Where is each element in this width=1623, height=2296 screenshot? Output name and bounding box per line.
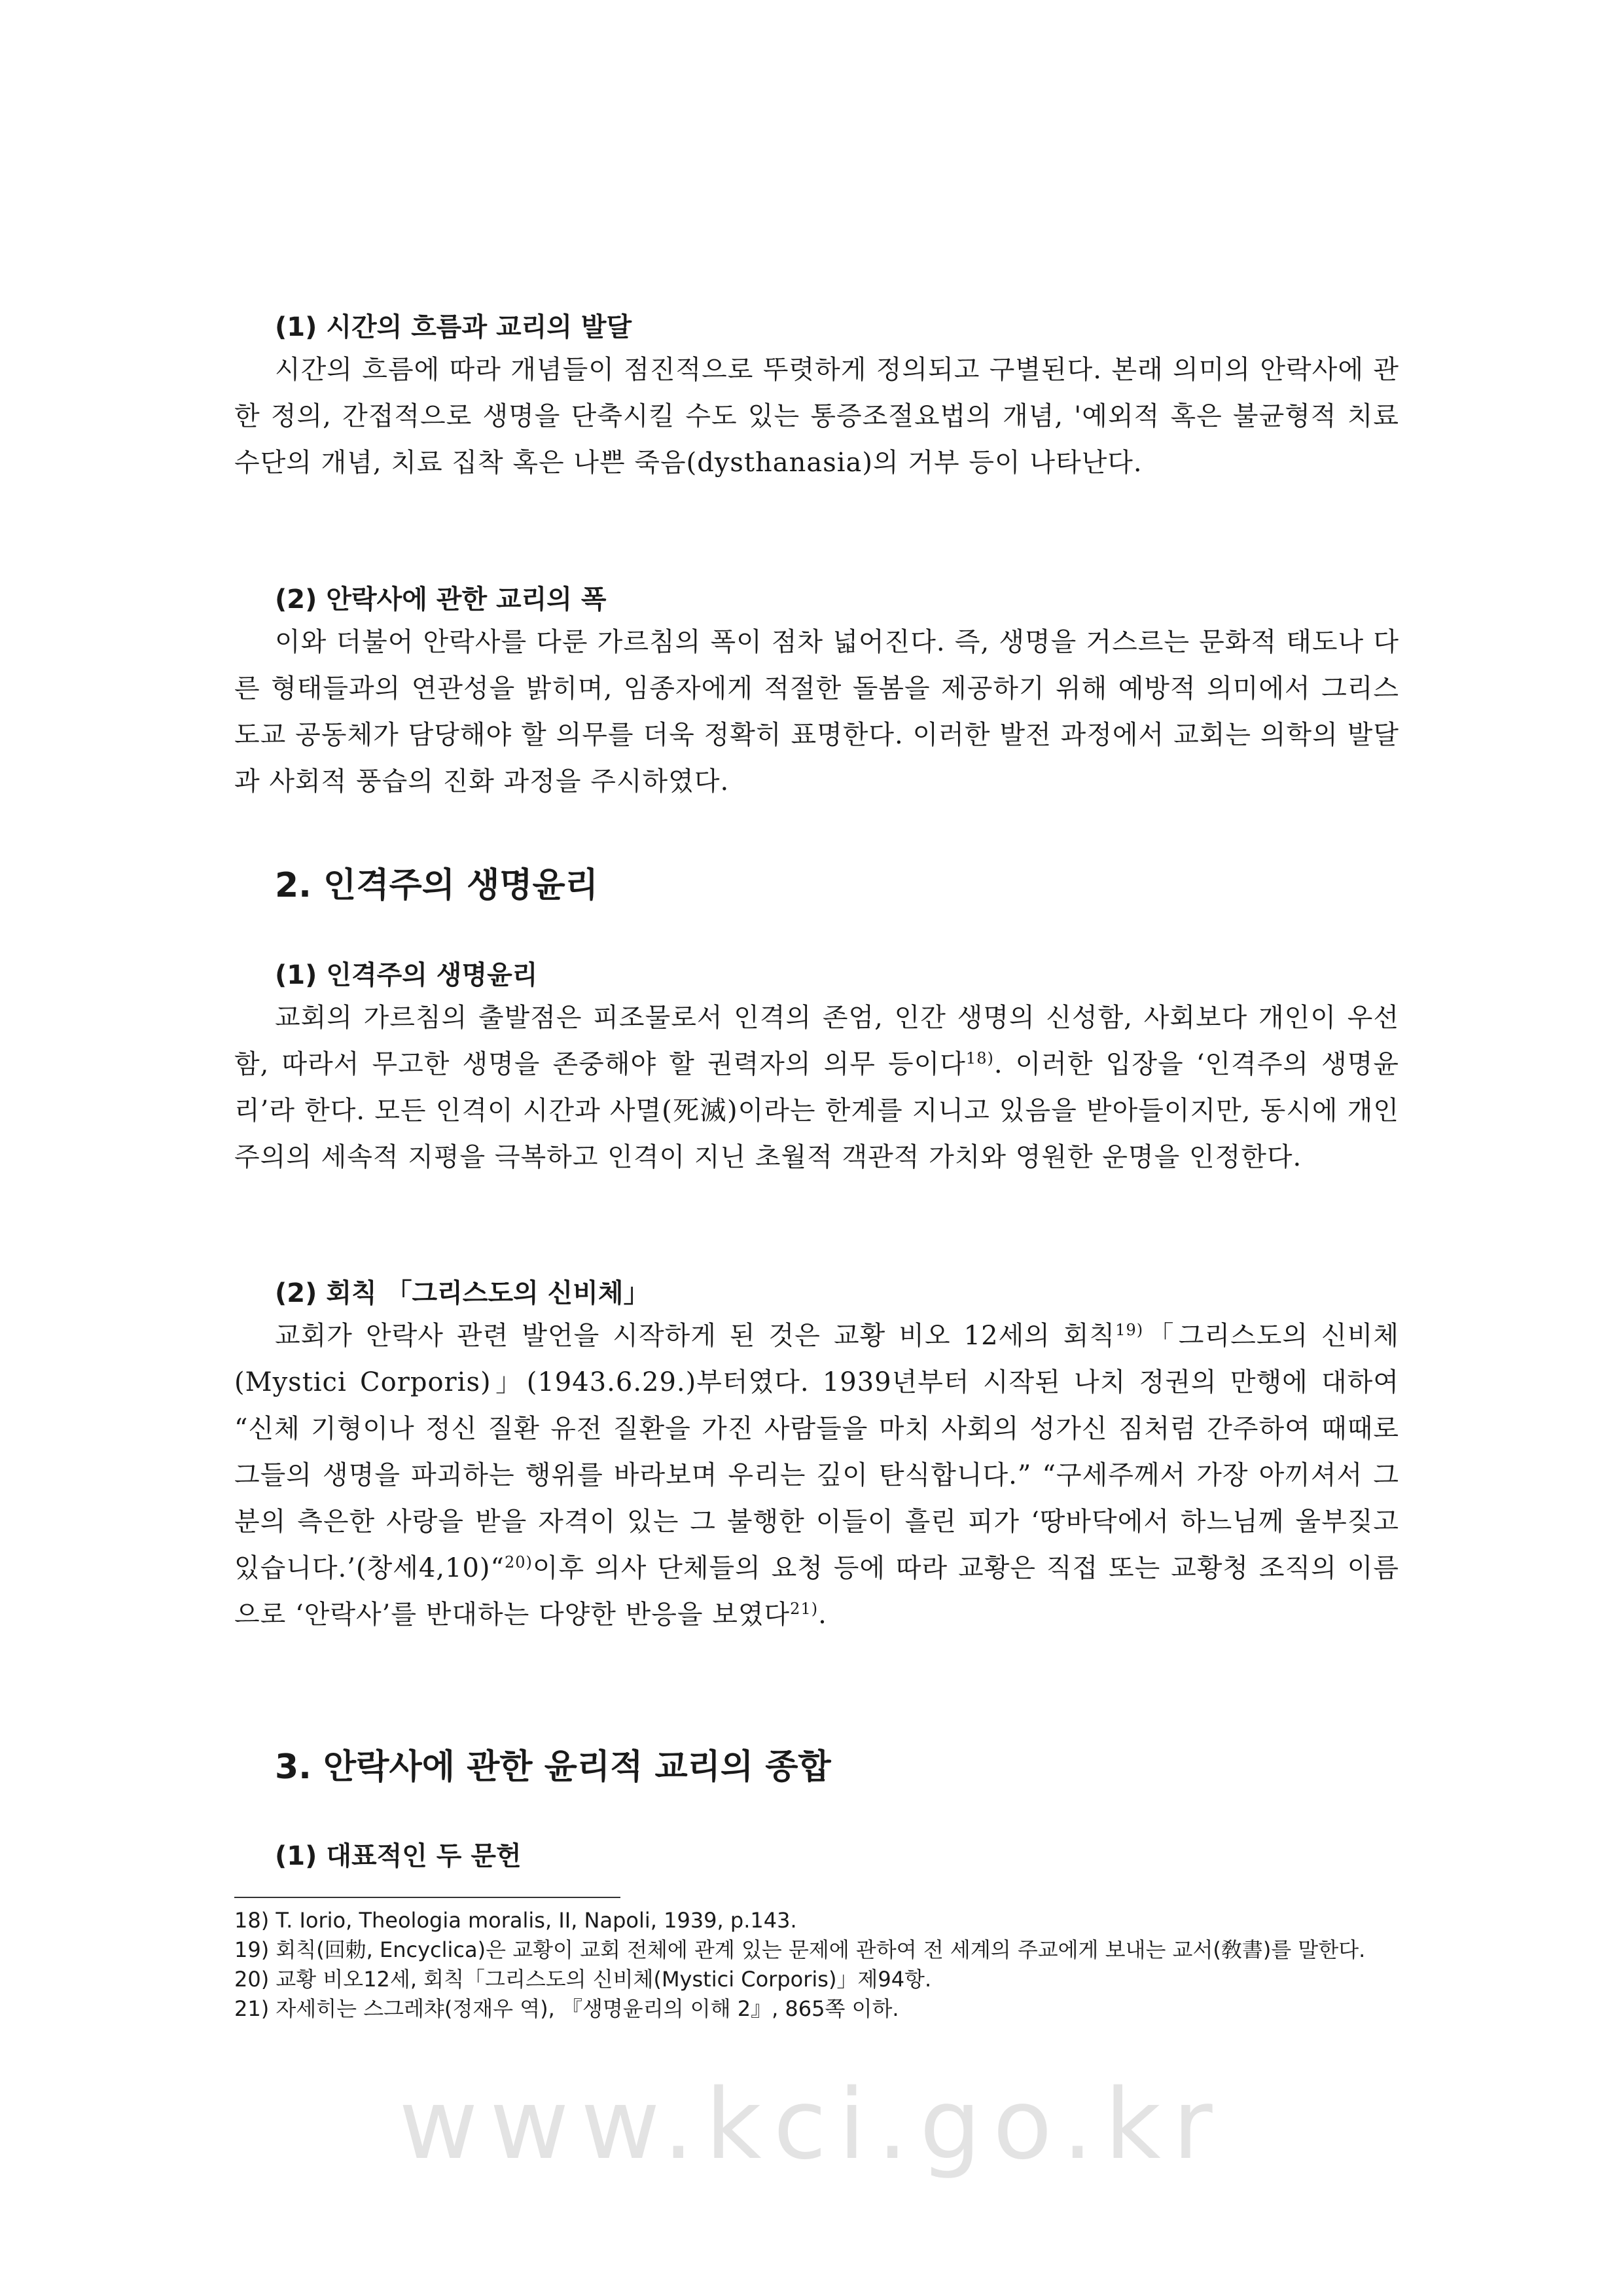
footnote-ref-19[interactable]: 19) (1115, 1321, 1144, 1339)
paragraph-time-and-doctrine: 시간의 흐름에 따라 개념들이 점진적으로 뚜렷하게 정의되고 구별된다. 본래 의미의 안락사에 관한 정의, 간접적으로 생명을 단축시킬 수도 있는 통증조절요법의 개념, '예외적 혹은 불균형적 치료 수단의 개념, 치료 집착 혹은 나쁜 죽음(dysthanasia)의 거부 등이 나타난다. (234, 355, 1399, 478)
paragraph-text: . 이러한 입장을 ‘인격주의 생명윤리’라 한다. 모든 인격이 시간과 사멸(死滅)이라는 한계를 지니고 있음을 받아들이지만, 동시에 개인주의의 세속적 지평을 극복하고 인격이 지닌 초월적 객관적 가치와 영원한 운명을 인정한다. (234, 1049, 1399, 1172)
subheading-two-documents: (1) 대표적인 두 문헌 (275, 1841, 522, 1871)
footnote-ref-18[interactable]: 18) (965, 1049, 994, 1067)
subheading-time-and-doctrine: (1) 시간의 흐름과 교리의 발달 (275, 312, 632, 342)
section-heading-synthesis: 3. 안락사에 관한 윤리적 교리의 종합 (275, 1748, 831, 1787)
paragraph-personalist-bioethics (234, 995, 1399, 1181)
subheading-mystici-corporis: (2) 회칙 「그리스도의 신비체」 (275, 1278, 650, 1308)
paragraph-mystici-corporis (234, 1313, 1399, 1638)
paragraph-text: 이후 의사 단체들의 요청 등에 따라 교황은 직접 또는 교황청 조직의 이름으로 ‘안락사’를 반대하는 다양한 반응을 보였다 (234, 1553, 1399, 1630)
footnote-ref-21[interactable]: 21) (790, 1600, 819, 1618)
watermark: www.kci.go.kr (399, 2068, 1224, 2181)
paragraph-text: . (818, 1600, 827, 1630)
footnote-19: 19) 회칙(回勅, Encyclica)은 교황이 교회 전체에 관계 있는 문제에 관하여 전 세계의 주교에게 보내는 교서(敎書)를 말한다. (234, 1937, 1366, 1962)
paragraph-scope-of-doctrine: 이와 더불어 안락사를 다룬 가르침의 폭이 점차 넓어진다. 즉, 생명을 거스르는 문화적 태도나 다른 형태들과의 연관성을 밝히며, 임종자에게 적절한 돌봄을 제공하기 위해 예방적 의미에서 그리스도교 공동체가 담당해야 할 의무를 더욱 정확히 표명한다. 이러한 발전 과정에서 교회는 의학의 발달과 사회적 풍습의 진화 과정을 주시하였다. (234, 627, 1399, 797)
paragraph-text: 교회가 안락사 관련 발언을 시작하게 된 것은 교황 비오 12세의 회칙 (275, 1321, 1116, 1351)
subheading-personalist-bioethics: (1) 인격주의 생명윤리 (275, 960, 538, 990)
footnotes (234, 1906, 1399, 2024)
footnote-20: 20) 교황 비오12세, 회칙「그리스도의 신비체(Mystici Corporis)」제94항. (234, 1967, 932, 1992)
footnote-ref-20[interactable]: 20) (505, 1553, 533, 1571)
paragraph-text: 교회의 가르침의 출발점은 피조물로서 인격의 존엄, 인간 생명의 신성함, 사회보다 개인이 우선함, 따라서 무고한 생명을 존중해야 할 권력자의 의무 등이다 (234, 1003, 1399, 1079)
footnote-21: 21) 자세히는 스그레챠(정재우 역), 『생명윤리의 이해 2』, 865쪽 이하. (234, 1996, 899, 2021)
footnote-18: 18) T. Iorio, Theologia moralis, II, Napoli, 1939, p.143. (234, 1908, 797, 1933)
section-heading-personalist-bioethics: 2. 인격주의 생명윤리 (275, 866, 598, 905)
footnote-divider (234, 1897, 620, 1898)
subheading-scope-of-doctrine: (2) 안락사에 관한 교리의 폭 (275, 584, 607, 615)
paragraph-text: 「그리스도의 신비체(Mystici Corporis)」(1943.6.29.)부터였다. 1939년부터 시작된 나치 정권의 만행에 대하여 “신체 기형이나 정신 질환 유전 질환을 가진 사람들을 마치 사회의 성가신 짐처럼 간주하여 때때로 그들의 생명을 파괴하는 행위를 바라보며 우리는 깊이 탄식합니다.” “구세주께서 가장 아끼셔서 그분의 측은한 사랑을 받을 자격이 있는 그 불행한 이들이 흘린 피가 ‘땅바닥에서 하느님께 울부짖고 있습니다.’(창세4,10)“ (234, 1321, 1399, 1583)
